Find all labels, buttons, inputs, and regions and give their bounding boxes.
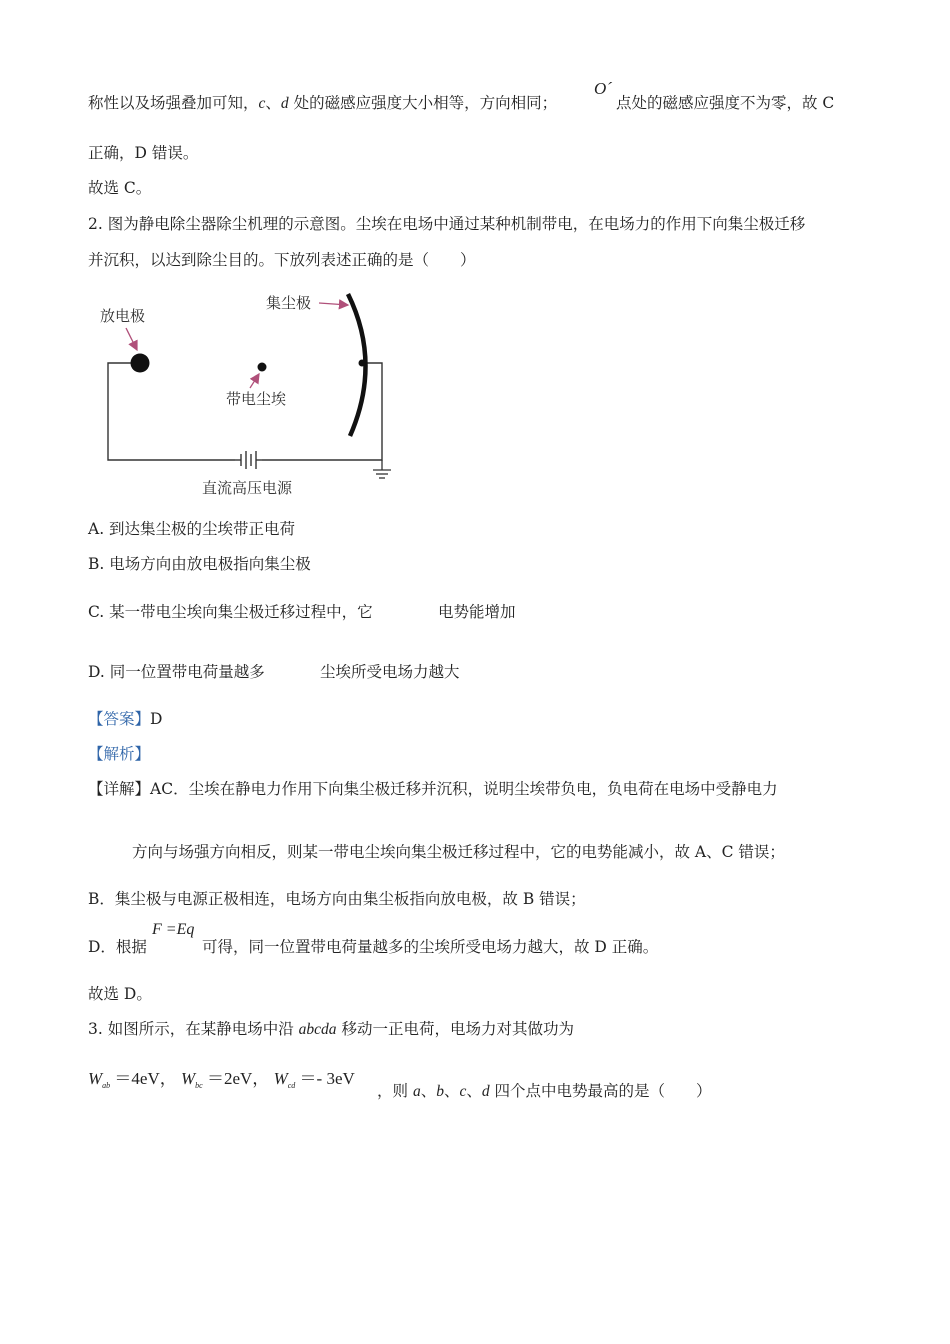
detail-line1: 【详解】AC．尘埃在静电力作用下向集尘极迁移并沉积，说明尘埃带负电，负电荷在电场中受静电力 xyxy=(88,780,778,798)
label-collector-electrode: 集尘极 xyxy=(266,294,312,312)
detail-line4-start: D．根据 xyxy=(88,938,147,956)
o-prime-symbol: O´ xyxy=(594,79,612,98)
electrostatic-precipitator-diagram xyxy=(90,288,410,503)
answer-line xyxy=(88,712,162,728)
q3-stem: 3. 如图所示，在某静电场中沿 abcda 移动一正电荷，电场力对其做功为 xyxy=(88,1020,574,1038)
detail-line3: B．集尘极与电源正极相连，电场方向由集尘板指向放电极，故 B 错误； xyxy=(88,890,586,908)
q2-stem-line2: 并沉积，以达到除尘目的。下放列表述正确的是（ ） xyxy=(88,251,476,269)
dust-particle xyxy=(258,363,267,372)
battery-symbol xyxy=(235,451,262,469)
answer-tag: 【答案】 xyxy=(88,710,151,728)
q1-text-line1: 称性以及场强叠加可知，c、d 处的磁感应强度大小相等，方向相同； xyxy=(88,94,558,112)
option-c-part2: 电势能增加 xyxy=(438,603,516,621)
q1-conclusion: 故选 C。 xyxy=(88,179,152,197)
option-d-part1: D. 同一位置带电荷量越多 xyxy=(88,663,265,681)
option-c-part1: C. 某一带电尘埃向集尘极迁移过程中，它 xyxy=(88,603,373,621)
answer-value: D xyxy=(150,710,163,728)
ground-symbol xyxy=(373,460,391,478)
label-charged-dust: 带电尘埃 xyxy=(226,390,287,408)
label-power-supply: 直流高压电源 xyxy=(202,479,293,497)
q1-text-line2: 正确，D 错误。 xyxy=(88,144,199,162)
q3-question-tail: ，则 a、b、c、d 四个点中电势最高的是（ ） xyxy=(377,1082,712,1100)
detail-line2: 方向与场强方向相反，则某一带电尘埃向集尘极迁移过程中，它的电势能减小，故 A、C 错误； xyxy=(132,843,785,861)
option-b: B. 电场方向由放电极指向集尘极 xyxy=(88,555,311,573)
analysis-tag: 【解析】 xyxy=(88,745,151,763)
option-a: A. 到达集尘极的尘埃带正电荷 xyxy=(88,520,296,538)
label-discharge-electrode: 放电极 xyxy=(100,307,146,325)
detail-line4-end: 可得，同一位置带电荷量越多的尘埃所受电场力越大，故 D 正确。 xyxy=(202,938,659,956)
q1-text-line1-end: 点处的磁感应强度不为零，故 C xyxy=(616,94,835,112)
q2-conclusion: 故选 D。 xyxy=(88,985,152,1003)
q2-stem-line1: 2. 图为静电除尘器除尘机理的示意图。尘埃在电场中通过某种机制带电，在电场力的作用下向集尘极迁移 xyxy=(88,215,806,233)
formula-f-eq: F =Eq xyxy=(152,921,195,938)
discharge-electrode-ball xyxy=(131,354,150,373)
q3-work-values: $W_{ab} =4eV$， $W_{bc} =2eV$， $W_{cd} =- 3eV$ xyxy=(88,1069,355,1090)
option-d-part2: 尘埃所受电场力越大 xyxy=(320,663,460,681)
